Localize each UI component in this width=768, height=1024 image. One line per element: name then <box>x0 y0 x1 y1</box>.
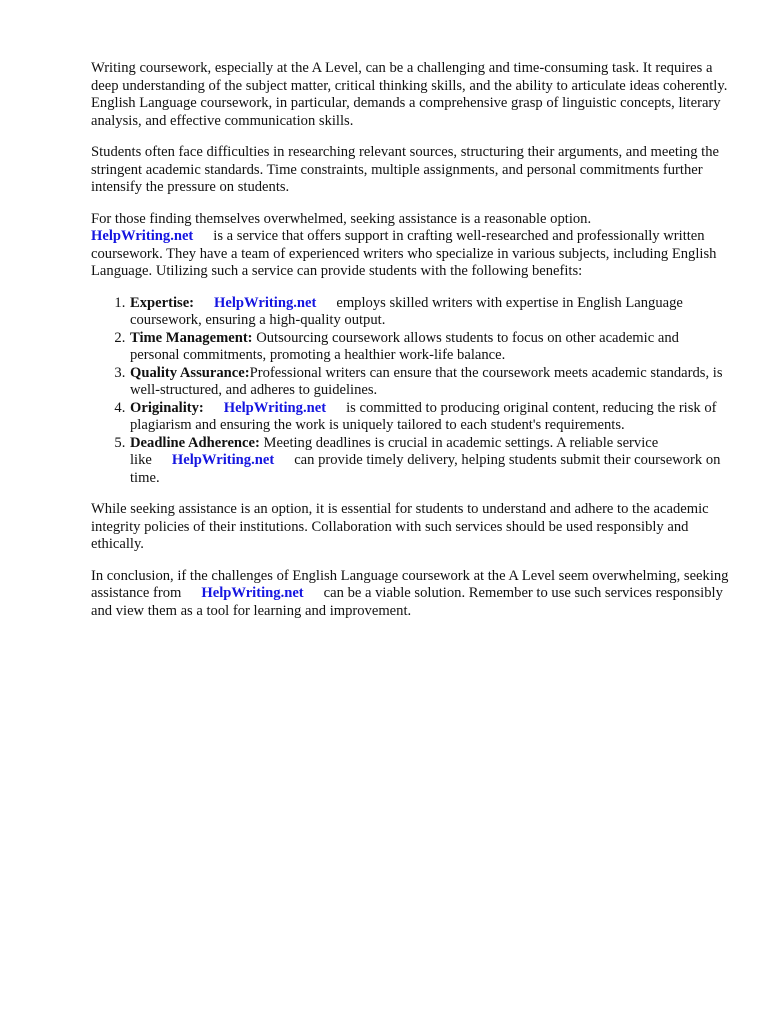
benefit-text: Professional writers can ensure that the coursework meets academic standards, is well-structured, and adheres to guidelines. <box>130 364 723 398</box>
helpwriting-link[interactable]: HelpWriting.net <box>214 294 317 311</box>
benefit-text-rest: can provide timely delivery, helping students submit their coursework on time. <box>130 452 721 486</box>
list-item <box>129 330 731 365</box>
helpwriting-link[interactable]: HelpWriting.net <box>91 228 194 244</box>
benefit-term: Expertise: <box>130 294 195 311</box>
helpwriting-link[interactable]: HelpWriting.net <box>171 452 275 468</box>
intro-paragraph-2: Students often face difficulties in researching relevant sources, structuring their arguments, and meeting the stringent academic standards. Time constraints, multiple assignments, and personal commitments further intensify the pressure on students. <box>91 144 720 195</box>
helpwriting-link[interactable]: HelpWriting.net <box>223 399 327 416</box>
closing-paragraph-1: While seeking assistance is an option, it is essential for students to understand and adhere to the academic integrity policies of their institutions. Collaboration with such services should be used responsibly and ethically. <box>91 501 709 552</box>
closing-paragraph-2-lead: In conclusion, if the challenges of English Language coursework at the A Level seem overwhelming, seeking assistance from <box>91 567 729 601</box>
list-item <box>129 365 731 400</box>
closing-paragraph-2-rest: can be a viable solution. Remember to use such services responsibly and view them as a tool for learning and improvement. <box>91 585 723 619</box>
benefit-term: Deadline Adherence: <box>130 434 260 451</box>
benefit-term: Time Management: <box>130 329 253 346</box>
intro-paragraph-3-lead: For those finding themselves overwhelmed, seeking assistance is a reasonable option. <box>91 210 592 227</box>
list-item <box>129 295 731 330</box>
intro-paragraph-3-rest: is a service that offers support in crafting well-researched and professionally written coursework. They have a team of experienced writers who specialize in various subjects, including English Language. Utilizing such a service can provide students with the following benefits: <box>91 228 717 279</box>
benefit-term: Originality: <box>130 399 204 416</box>
list-item <box>129 435 731 488</box>
benefit-text: Outsourcing coursework allows students to focus on other academic and personal commitments, promoting a healthier work-life balance. <box>130 329 679 363</box>
closing-paragraph-2 <box>91 568 731 621</box>
benefit-term: Quality Assurance: <box>130 364 250 381</box>
benefit-text: is committed to producing original content, reducing the risk of plagiarism and ensuring the work is uniquely tailored to each student's requirements. <box>130 399 717 433</box>
list-item <box>129 400 731 435</box>
intro-paragraph-1: Writing coursework, especially at the A Level, can be a challenging and time-consuming task. It requires a deep understanding of the subject matter, critical thinking skills, and the ability to articulate ideas coherently. English Language coursework, in particular, demands a comprehensive grasp of linguistic concepts, literary analysis, and effective communication skills. <box>91 60 728 129</box>
benefit-text: employs skilled writers with expertise in English Language coursework, ensuring a high-quality output. <box>130 294 683 328</box>
document-body <box>91 60 731 634</box>
benefit-text-lead: Meeting deadlines is crucial in academic settings. A reliable service like <box>130 434 659 468</box>
intro-paragraph-3 <box>91 211 731 281</box>
benefits-list <box>91 295 731 488</box>
helpwriting-link[interactable]: HelpWriting.net <box>201 585 304 601</box>
